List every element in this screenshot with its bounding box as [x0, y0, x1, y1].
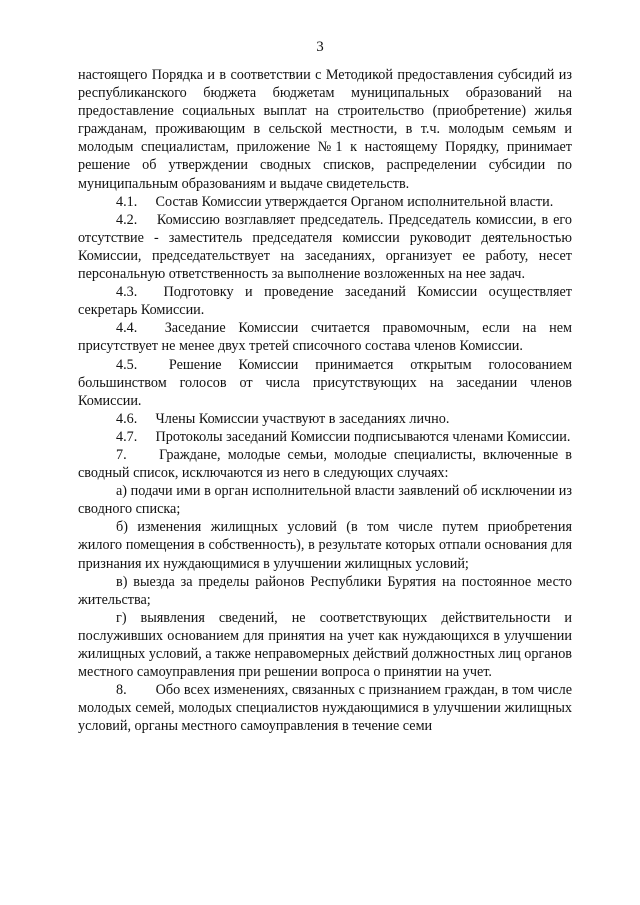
clause-number: 4.5.: [116, 356, 138, 373]
clause-text: Состав Комиссии утверждается Органом исполнительной власти.: [155, 193, 554, 210]
clause-number: 8.: [116, 682, 127, 699]
subitem-v: в) выезда за пределы районов Республики Бурятия на постоянное место жительства;: [78, 573, 572, 608]
clause-4-7: [78, 428, 572, 446]
subitem-a: а) подачи ими в орган исполнительной власти заявлений об исключении из сводного списка;: [78, 483, 572, 518]
document-body: [78, 66, 572, 735]
clause-4-2: [78, 211, 572, 283]
clause-4-6: [78, 410, 572, 428]
clause-number: 4.7.: [116, 428, 138, 445]
clause-text: Граждане, молодые семьи, молодые специалисты, включенные в сводный список, исключаются из него в следующих случаях:: [78, 446, 572, 482]
clause-text: Заседание Комиссии считается правомочным, если на нем присутствует не менее двух третей списочного состава членов Комиссии.: [78, 320, 572, 355]
clause-7: [78, 446, 572, 482]
page-number: 3: [316, 39, 324, 55]
clause-number: 4.2.: [116, 211, 138, 228]
intro-paragraph: настоящего Порядка и в соответствии с Методикой предоставления субсидий из республиканского бюджета бюджетам муниципальных образований на предоставление социальных выплат на строительство (приобретение) жилья гражданам, проживающим в сельской местности, в т.ч. молодым семьям и молодым специалистам, приложение №1 к настоящему Порядку, принимает решение об утверждении сводных списков, распределении субсидии по муниципальным образованиям и выдаче свидетельств.: [78, 67, 572, 192]
clause-text: Члены Комиссии участвуют в заседаниях лично.: [155, 410, 450, 427]
clause-text: Протоколы заседаний Комиссии подписываются членами Комиссии.: [155, 428, 571, 445]
clause-number: 4.4.: [116, 320, 138, 337]
clause-number: 4.1.: [116, 193, 138, 210]
clause-4-1: [78, 193, 572, 211]
clause-number: 7.: [116, 446, 127, 463]
clause-text: Обо всех изменениях, связанных с признанием граждан, в том числе молодых семей, молодых специалистов нуждающимися в улучшении жилищных условий, органы местного самоуправления в течение семи: [78, 682, 572, 735]
subitem-g: г) выявления сведений, не соответствующих действительности и послуживших основанием для принятия на учет как нуждающихся в улучшении жилищных условий, а также неправомерных действий должностных лиц органов местного самоуправления при решении вопроса о принятии на учет.: [78, 609, 572, 681]
clause-number: 4.3.: [116, 284, 138, 301]
clause-8: [78, 681, 572, 735]
clause-4-3: [78, 283, 572, 319]
clause-4-4: [78, 319, 572, 355]
clause-number: 4.6.: [116, 410, 138, 427]
subitem-b: б) изменения жилищных условий (в том числе путем приобретения жилого помещения в собственность), в результате которых отпали основания для признания их нуждающимися в улучшении жилищных условий;: [78, 519, 572, 572]
clause-text: Решение Комиссии принимается открытым голосованием большинством голосов от числа присутствующих на заседании членов Комиссии.: [78, 356, 573, 409]
clause-4-5: [78, 356, 572, 410]
clause-text: Комиссию возглавляет председатель. Председатель комиссии, в его отсутствие - заместитель председателя комиссии руководит деятельностью Комиссии, председательствует на заседаниях, организует ее работу, несет персональную ответственность за выполнение возложенных на нее задач.: [78, 211, 572, 283]
clause-text: Подготовку и проведение заседаний Комиссии осуществляет секретарь Комиссии.: [78, 284, 573, 319]
